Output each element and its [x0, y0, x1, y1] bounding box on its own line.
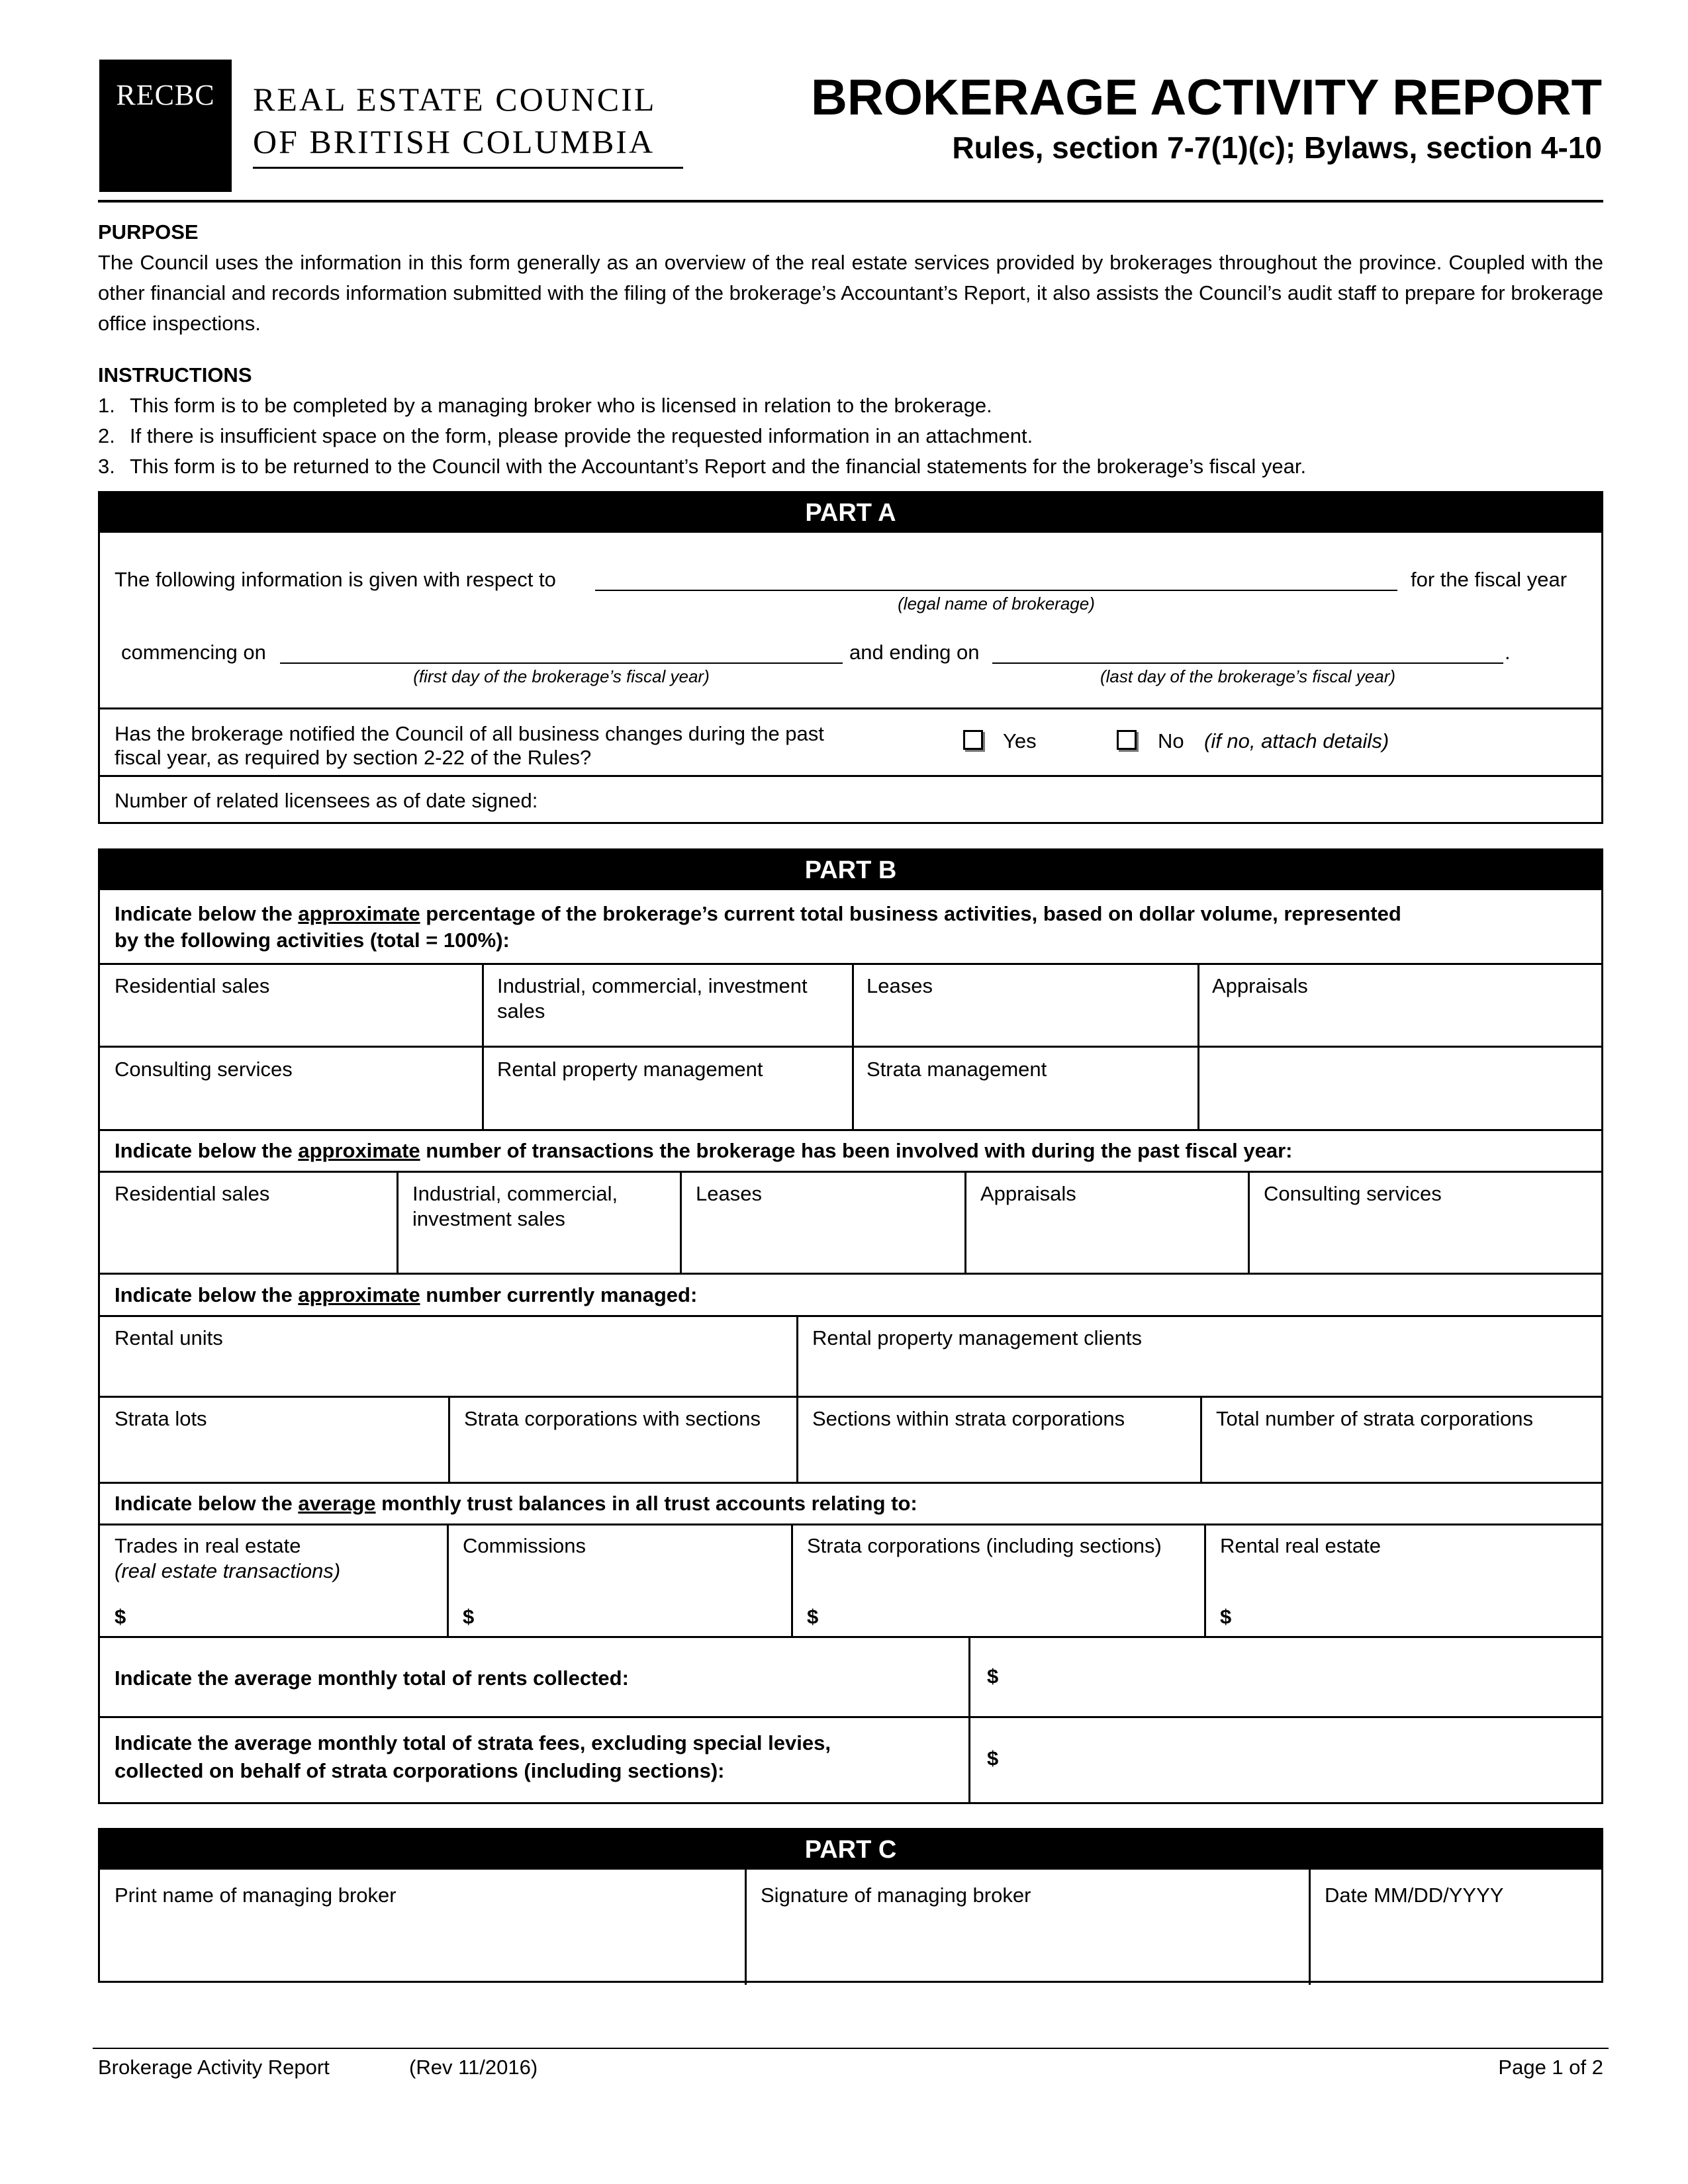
managed-rental-units[interactable]: Rental units	[115, 1326, 223, 1349]
divider	[100, 1046, 1601, 1048]
instruction-item: 2. If there is insufficient space on the form, please provide the requested information in an attachment.	[98, 424, 1033, 447]
column-divider	[1204, 1524, 1206, 1636]
managed-rental-property-clients[interactable]: Rental property management clients	[812, 1326, 1142, 1349]
pct-leases[interactable]: Leases	[867, 974, 933, 997]
business-changes-question: Has the brokerage notified the Council of all business changes during the past fiscal year, as required by section 2-22 of the Rules?	[115, 722, 824, 769]
rents-collected-field[interactable]: $	[987, 1664, 999, 1688]
logo-underline	[253, 167, 683, 169]
part-b-title: PART B	[100, 850, 1601, 890]
column-divider	[680, 1171, 682, 1273]
ending-date-field[interactable]	[992, 662, 1503, 664]
divider	[100, 1482, 1601, 1484]
column-divider	[1248, 1171, 1250, 1273]
dollar-sign: $	[807, 1605, 819, 1628]
pct-residential-sales[interactable]: Residential sales	[115, 974, 270, 997]
column-divider	[447, 1524, 449, 1636]
dollar-sign: $	[115, 1605, 126, 1628]
managed-strata-lots[interactable]: Strata lots	[115, 1407, 207, 1430]
managed-total-strata-corps[interactable]: Total number of strata corporations	[1216, 1407, 1534, 1430]
divider	[100, 1171, 1601, 1173]
tx-industrial-commercial[interactable]: Industrial, commercial, investment sales	[412, 1182, 618, 1230]
purpose-section	[98, 217, 1603, 339]
divider	[100, 1396, 1601, 1398]
ending-label: and ending on	[849, 641, 980, 664]
column-divider	[448, 1396, 450, 1482]
instruction-item: 1. This form is to be completed by a managing broker who is licensed in relation to the brokerage.	[98, 394, 992, 417]
part-c-title: PART C	[100, 1830, 1601, 1870]
yes-label: Yes	[1003, 729, 1037, 752]
divider	[100, 1273, 1601, 1275]
first-day-hint: (first day of the brokerage’s fiscal year)	[413, 666, 710, 686]
strata-fees-label: Indicate the average monthly total of strata fees, excluding special levies, collected on behalf of strata corporations (including sections):	[115, 1731, 831, 1782]
organization-name-line2: OF BRITISH COLUMBIA	[253, 123, 655, 160]
column-divider	[397, 1171, 399, 1273]
column-divider	[1309, 1870, 1311, 1985]
info-prefix: The following information is given with respect to	[115, 568, 556, 591]
tx-leases[interactable]: Leases	[696, 1182, 762, 1205]
purpose-text: The Council uses the information in this form generally as an overview of the real estate services provided by brokerages throughout the province. Coupled with the other financial and records information submitted with the filing of the brokerage’s Accountant’s Report, it also assists the Council’s audit staff to prepare for brokerage office inspections.	[98, 251, 1603, 335]
pct-strata-management[interactable]: Strata management	[867, 1058, 1047, 1081]
footer-divider	[93, 2048, 1609, 2049]
date-field[interactable]: Date MM/DD/YYYY	[1325, 1884, 1504, 1907]
organization-name-line1: REAL ESTATE COUNCIL	[253, 81, 657, 118]
divider	[100, 1636, 1601, 1638]
part-a-title: PART A	[100, 493, 1601, 533]
strata-fees-field[interactable]: $	[987, 1747, 999, 1770]
pct-appraisals[interactable]: Appraisals	[1212, 974, 1308, 997]
trust-heading: Indicate below the average monthly trust balances in all trust accounts relating to:	[115, 1492, 917, 1515]
divider	[100, 775, 1601, 777]
divider	[100, 1716, 1601, 1718]
divider	[100, 707, 1601, 709]
trust-strata-corporations[interactable]: Strata corporations (including sections)	[807, 1534, 1162, 1557]
instructions-heading: INSTRUCTIONS	[98, 363, 252, 387]
divider	[100, 963, 1601, 965]
info-suffix: for the fiscal year	[1411, 568, 1568, 591]
trust-rental-real-estate[interactable]: Rental real estate	[1220, 1534, 1381, 1557]
commencing-label: commencing on	[121, 641, 266, 664]
tx-residential-sales[interactable]: Residential sales	[115, 1182, 270, 1205]
footer-page-number: Page 1 of 2	[1498, 2056, 1603, 2079]
divider	[100, 1524, 1601, 1525]
divider	[100, 1315, 1601, 1317]
pct-consulting-services[interactable]: Consulting services	[115, 1058, 293, 1081]
dollar-sign: $	[1220, 1605, 1232, 1628]
tx-appraisals[interactable]: Appraisals	[980, 1182, 1076, 1205]
last-day-hint: (last day of the brokerage’s fiscal year)	[1100, 666, 1396, 686]
trust-commissions[interactable]: Commissions	[463, 1534, 586, 1557]
column-divider	[1200, 1396, 1202, 1482]
column-divider	[745, 1870, 747, 1985]
no-hint: (if no, attach details)	[1204, 729, 1389, 752]
document-title: BROKERAGE ACTIVITY REPORT	[811, 69, 1602, 126]
part-c-section	[98, 1828, 1603, 1983]
instructions-section	[98, 360, 1603, 482]
managed-heading: Indicate below the approximate number currently managed:	[115, 1283, 698, 1306]
print-name-field[interactable]: Print name of managing broker	[115, 1884, 397, 1907]
document-subtitle: Rules, section 7-7(1)(c); Bylaws, section 4-10	[952, 130, 1602, 165]
related-licensees-label: Number of related licensees as of date signed:	[115, 789, 538, 812]
pct-industrial-commercial[interactable]: Industrial, commercial, investment sales	[497, 974, 808, 1023]
organization-name	[253, 78, 656, 163]
column-divider	[791, 1524, 793, 1636]
ending-period: .	[1505, 641, 1511, 664]
divider	[100, 1129, 1601, 1131]
no-label: No	[1158, 729, 1184, 752]
rents-collected-label: Indicate the average monthly total of rents collected:	[115, 1666, 629, 1690]
legal-name-field[interactable]	[595, 590, 1397, 591]
pct-rental-property-management[interactable]: Rental property management	[497, 1058, 763, 1081]
footer-revision: (Rev 11/2016)	[409, 2056, 538, 2079]
transactions-heading: Indicate below the approximate number of transactions the brokerage has been involved with during the past fiscal year:	[115, 1139, 1293, 1162]
column-divider	[968, 1636, 970, 1803]
percentage-heading: Indicate below the approximate percentage of the brokerage’s current total business activities, based on dollar volume, represented by the following activities (total = 100%):	[115, 902, 1401, 952]
yes-checkbox[interactable]	[963, 730, 983, 750]
footer-form-name: Brokerage Activity Report	[98, 2056, 330, 2079]
instruction-item: 3. This form is to be returned to the Council with the Accountant’s Report and the financial statements for the brokerage’s fiscal year.	[98, 455, 1307, 478]
managed-sections-within-strata[interactable]: Sections within strata corporations	[812, 1407, 1125, 1430]
tx-consulting-services[interactable]: Consulting services	[1264, 1182, 1442, 1205]
legal-name-hint: (legal name of brokerage)	[898, 594, 1095, 614]
trust-trades-in-real-estate[interactable]: Trades in real estate (real estate transactions)	[115, 1534, 341, 1582]
header-divider	[98, 200, 1603, 203]
managed-strata-corps-with-sections[interactable]: Strata corporations with sections	[464, 1407, 761, 1430]
commencing-date-field[interactable]	[280, 662, 843, 664]
dollar-sign: $	[463, 1605, 475, 1628]
no-checkbox[interactable]	[1117, 730, 1137, 750]
column-divider	[964, 1171, 966, 1273]
purpose-heading: PURPOSE	[98, 220, 199, 244]
logo-mark: RECBC	[116, 79, 215, 111]
part-b-section	[98, 848, 1603, 1804]
column-divider	[796, 1315, 798, 1482]
signature-field[interactable]: Signature of managing broker	[761, 1884, 1031, 1907]
part-a-section	[98, 491, 1603, 824]
